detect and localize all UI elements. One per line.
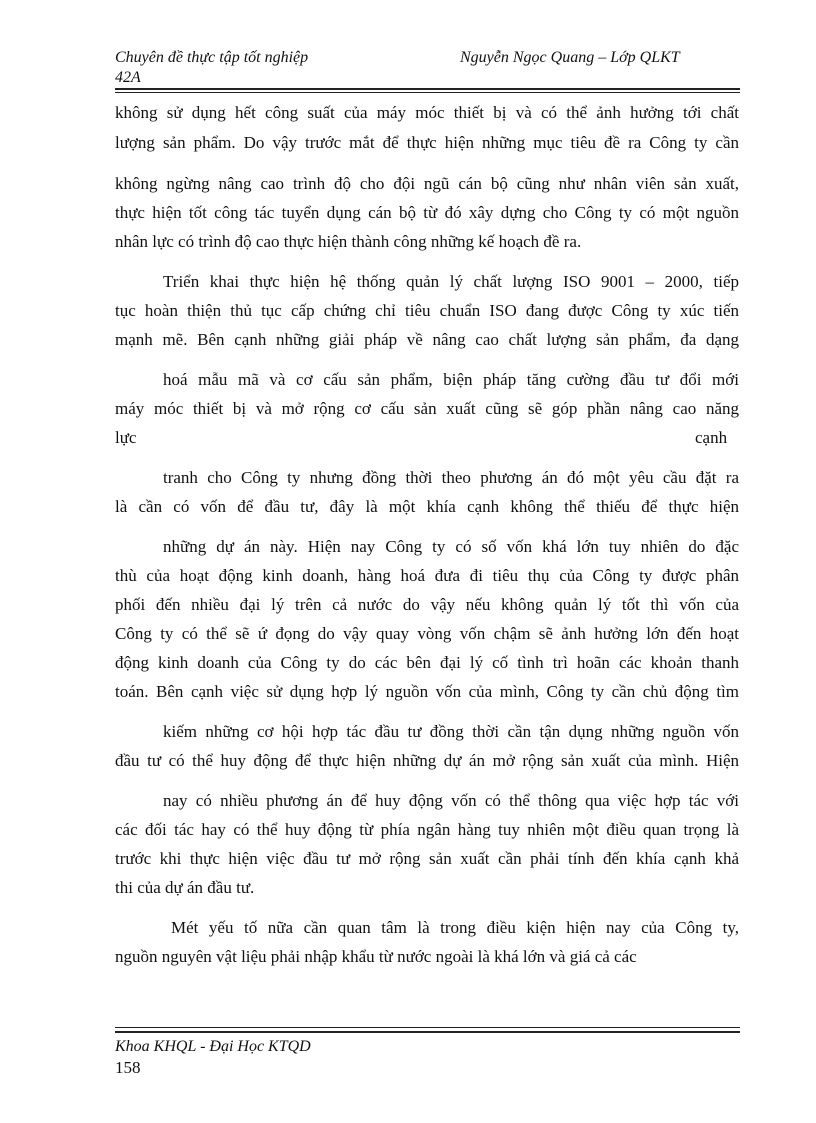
body-line: Triển khai thực hiện hệ thống quản lý chất lượng ISO 9001 – 2000, tiếp [163, 272, 739, 291]
body-line: kiếm những cơ hội hợp tác đầu tư đồng thời cần tận dụng những nguồn vốn [163, 722, 739, 741]
body-line: tục hoàn thiện thủ tục cấp chứng chỉ tiêu chuẩn ISO đang được Công ty xúc tiến [115, 301, 739, 320]
body-line: phối đến nhiều đại lý trên cả nước do vậy nếu không quản lý tốt thì vốn của [115, 595, 739, 614]
body-line: máy móc thiết bị và mở rộng cơ cấu sản xuất cũng sẽ góp phần nâng cao năng [115, 399, 739, 418]
body-line: hoá mẫu mã và cơ cấu sản phẩm, biện pháp tăng cường đầu tư đổi mới [163, 370, 739, 389]
body-line: không ngừng nâng cao trình độ cho đội ngũ cán bộ cũng như nhân viên sản xuất, [115, 174, 739, 193]
body-line: cạnh [695, 428, 728, 447]
header-author: Nguyễn Ngọc Quang – Lớp QLKT [460, 49, 680, 66]
body-line: động kinh doanh của Công ty do các bên đại lý cố tình trì hoãn các khoản thanh [115, 653, 739, 672]
footer-rule-thin [115, 1027, 740, 1028]
body-line: toán. Bên cạnh việc sử dụng hợp lý nguồn vốn của mình, Công ty cần chủ động tìm [115, 682, 739, 701]
body-line: những dự án này. Hiện nay Công ty có số vốn khá lớn tuy nhiên do đặc [163, 537, 739, 556]
page-number: 158 [115, 1058, 141, 1077]
body-line: nhân lực có trình độ cao thực hiện thành công những kế hoạch đề ra. [115, 232, 582, 251]
header-rule-thick [115, 88, 740, 90]
body-line: là cần có vốn để đầu tư, đây là một khía cạnh không thể thiếu để thực hiện [115, 497, 739, 516]
body-line: trước khi thực hiện việc đầu tư mở rộng sản xuất cần phải tính đến khía cạnh khả [115, 849, 739, 868]
body-line: các đối tác hay có thể huy động từ phía ngân hàng tuy nhiên một điều quan trọng là [115, 820, 739, 839]
body-line: mạnh mẽ. Bên cạnh những giải pháp về nâng cao chất lượng sản phẩm, đa dạng [115, 330, 739, 349]
body-line: nay có nhiều phương án để huy động vốn có thể thông qua việc hợp tác với [163, 791, 739, 810]
body-line: nguồn nguyên vật liệu phải nhập khẩu từ nước ngoài là khá lớn và giá cả các [115, 947, 637, 966]
body-line: Mét yếu tố nữa cần quan tâm là trong điều kiện hiện nay của Công ty, [171, 918, 739, 937]
body-line: thi của dự án đầu tư. [115, 878, 255, 897]
body-line: Công ty có thể sẽ ứ đọng do vậy quay vòng vốn chậm sẽ ảnh hưởng lớn đến hoạt [115, 624, 739, 643]
header-rule-thin [115, 92, 740, 93]
header-title: Chuyên đề thực tập tốt nghiệp [115, 49, 309, 66]
body-line: thực hiện tốt công tác tuyển dụng cán bộ từ đó xây dựng cho Công ty có một nguồn [115, 203, 739, 222]
footer-faculty: Khoa KHQL - Đại Học KTQD [115, 1038, 311, 1055]
body-line: đầu tư có thể huy động để thực hiện những dự án mở rộng sản xuất của mình. Hiện [115, 751, 739, 770]
body-line: không sử dụng hết công suất của máy móc thiết bị và có thể ảnh hưởng tới chất [115, 103, 739, 122]
body-line: lượng sản phẩm. Do vậy trước mắt để thực hiện những mục tiêu đề ra Công ty cần [115, 133, 739, 152]
body-line: lực [115, 428, 137, 447]
header-left [115, 48, 308, 88]
body-line: tranh cho Công ty nhưng đồng thời theo phương án đó một yêu cầu đặt ra [163, 468, 739, 487]
body-line: thù của hoạt động kinh doanh, hàng hoá đưa đi tiêu thụ của Công ty được phân [115, 566, 739, 585]
header-class-code: 42A [115, 69, 141, 86]
footer-rule-thick [115, 1031, 740, 1033]
